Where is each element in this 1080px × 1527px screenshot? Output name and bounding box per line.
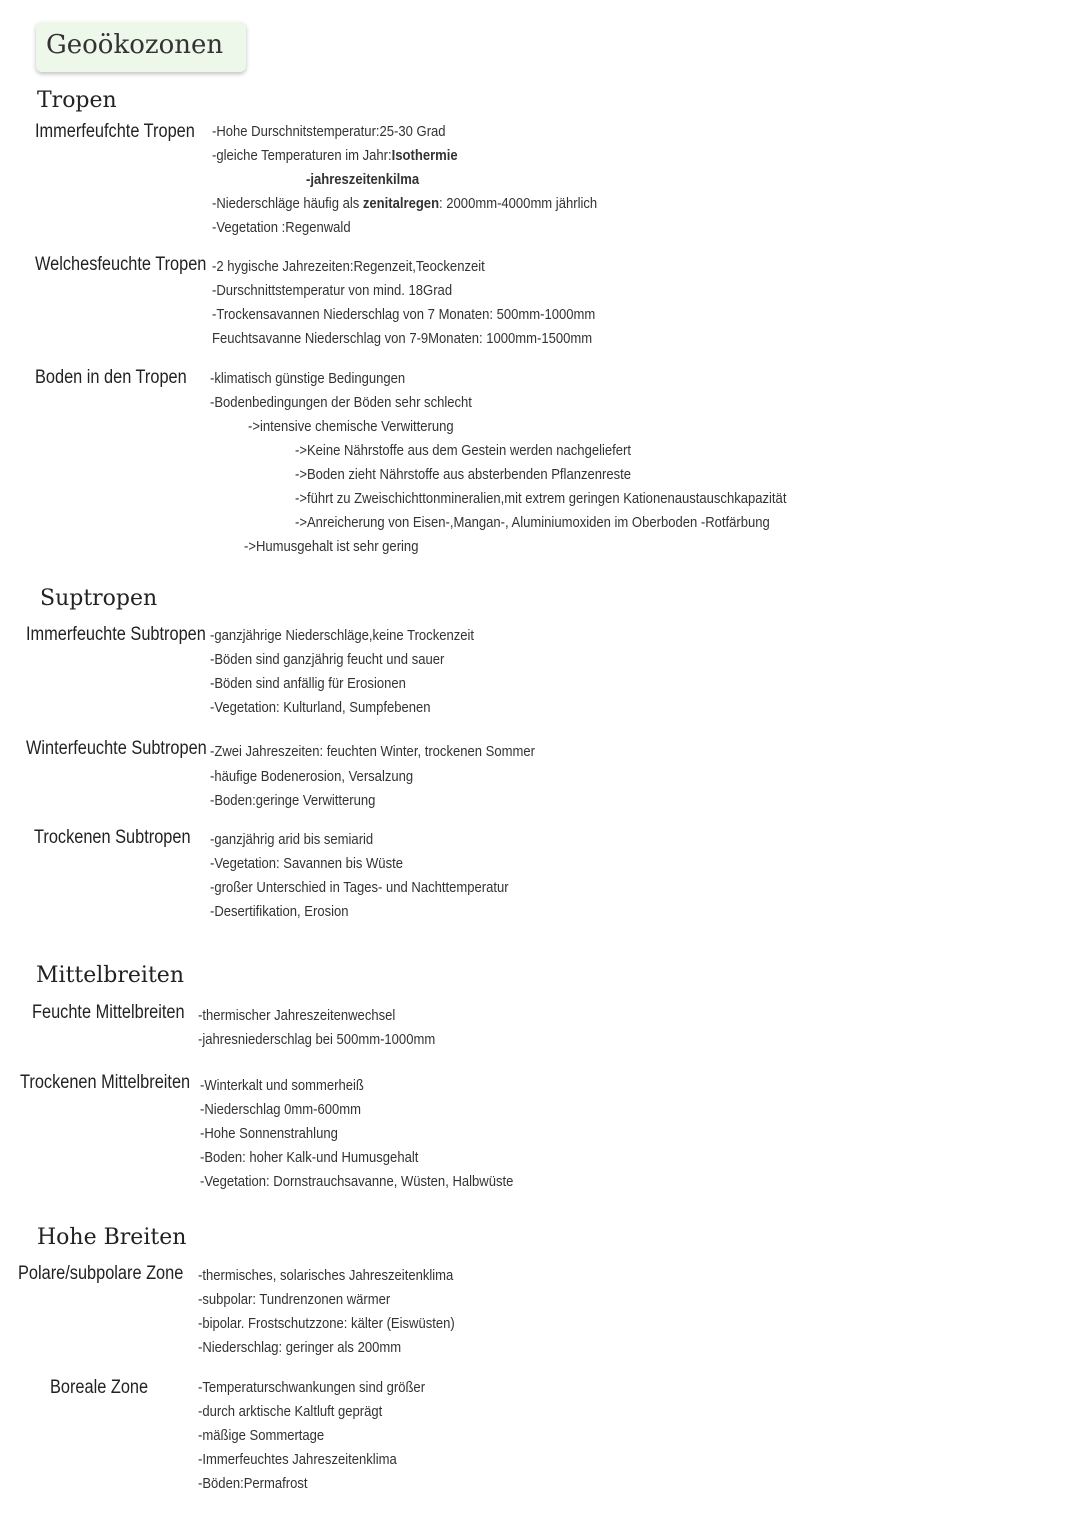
zone-line: -thermisches, solarisches Jahreszeitenklima bbox=[198, 1268, 454, 1284]
zone-line: -jahreszeitenkilma bbox=[306, 172, 420, 188]
zone-name-boden-tropen: Boden in den Tropen bbox=[35, 367, 187, 388]
zone-line: -Böden sind anfällig für Erosionen bbox=[210, 676, 406, 692]
zone-line: ->Boden zieht Nährstoffe aus absterbenden Pflanzenreste bbox=[295, 467, 632, 483]
zone-line: -Vegetation: Kulturland, Sumpfebenen bbox=[210, 700, 431, 716]
zone-line: -bipolar. Frostschutzzone: kälter (Eiswüsten) bbox=[198, 1316, 455, 1332]
zone-line: -Zwei Jahreszeiten: feuchten Winter, trockenen Sommer bbox=[210, 744, 535, 760]
zone-name-winterfeuchte-subtropen: Winterfeuchte Subtropen bbox=[26, 738, 207, 759]
zone-line: -Durschnittstemperatur von mind. 18Grad bbox=[212, 283, 453, 299]
zone-name-immerfeuchte-subtropen: Immerfeuchte Subtropen bbox=[26, 624, 206, 645]
zone-line: -Niederschläge häufig als zenitalregen: 2000mm-4000mm jährlich bbox=[212, 196, 598, 212]
section-heading-subtropen: Suptropen bbox=[40, 586, 158, 611]
zone-line: -Vegetation: Savannen bis Wüste bbox=[210, 856, 403, 872]
zone-line: -großer Unterschied in Tages- und Nachttemperatur bbox=[210, 880, 509, 896]
zone-line: -Böden sind ganzjährig feucht und sauer bbox=[210, 652, 445, 668]
title-box bbox=[36, 22, 246, 72]
zone-line: -ganzjährige Niederschläge,keine Trockenzeit bbox=[210, 628, 475, 644]
zone-line: -durch arktische Kaltluft geprägt bbox=[198, 1404, 383, 1420]
zone-line: ->führt zu Zweischichttonmineralien,mit extrem geringen Kationenaustauschkapazität bbox=[295, 491, 787, 507]
bold-term: zenitalregen bbox=[362, 196, 440, 212]
zone-line: -ganzjährig arid bis semiarid bbox=[210, 832, 374, 848]
zone-name-trockenen-subtropen: Trockenen Subtropen bbox=[34, 827, 191, 848]
zone-line: -Vegetation :Regenwald bbox=[212, 220, 351, 236]
zone-line: -Hohe Sonnenstrahlung bbox=[200, 1126, 338, 1142]
section-heading-mittelbreiten: Mittelbreiten bbox=[36, 963, 184, 988]
zone-line: -Niederschlag: geringer als 200mm bbox=[198, 1340, 402, 1356]
zone-line: -gleiche Temperaturen im Jahr:Isothermie bbox=[212, 148, 458, 164]
zone-line: -Boden: hoher Kalk-und Humusgehalt bbox=[200, 1150, 419, 1166]
zone-line: -Winterkalt und sommerheiß bbox=[200, 1078, 364, 1094]
section-heading-tropen: Tropen bbox=[37, 88, 117, 113]
zone-line: -jahresniederschlag bei 500mm-1000mm bbox=[198, 1032, 436, 1048]
zone-line: -Boden:geringe Verwitterung bbox=[210, 793, 376, 809]
zone-line: -subpolar: Tundrenzonen wärmer bbox=[198, 1292, 391, 1308]
zone-line: -Immerfeuchtes Jahreszeitenklima bbox=[198, 1452, 397, 1468]
zone-line: -Hohe Durschnitstemperatur:25-30 Grad bbox=[212, 124, 446, 140]
bold-term: Isothermie bbox=[391, 148, 458, 164]
page-title: Geoökozonen bbox=[46, 30, 224, 60]
zone-line: -mäßige Sommertage bbox=[198, 1428, 325, 1444]
zone-line: -Trockensavannen Niederschlag von 7 Monaten: 500mm-1000mm bbox=[212, 307, 596, 323]
zone-line: -Niederschlag 0mm-600mm bbox=[200, 1102, 362, 1118]
zone-line: -2 hygische Jahrezeiten:Regenzeit,Teockenzeit bbox=[212, 259, 485, 275]
zone-name-boreale-zone: Boreale Zone bbox=[50, 1377, 149, 1398]
zone-name-wechselfeuchte-tropen: Welchesfeuchte Tropen bbox=[35, 254, 207, 275]
zone-name-immerfeuchte-tropen: Immerfeufchte Tropen bbox=[35, 121, 195, 142]
zone-line: -klimatisch günstige Bedingungen bbox=[210, 371, 406, 387]
zone-line: ->Keine Nährstoffe aus dem Gestein werden nachgeliefert bbox=[295, 443, 631, 459]
zone-name-trockenen-mittelbreiten: Trockenen Mittelbreiten bbox=[20, 1072, 191, 1093]
zone-line: -häufige Bodenerosion, Versalzung bbox=[210, 769, 414, 785]
zone-line: -Temperaturschwankungen sind größer bbox=[198, 1380, 426, 1396]
zone-line: -Desertifikation, Erosion bbox=[210, 904, 349, 920]
zone-line: ->Humusgehalt ist sehr gering bbox=[244, 539, 419, 555]
zone-line: -Böden:Permafrost bbox=[198, 1476, 308, 1492]
zone-name-polare-subpolare: Polare/subpolare Zone bbox=[18, 1263, 184, 1284]
section-heading-hohe-breiten: Hohe Breiten bbox=[37, 1225, 187, 1250]
zone-line: ->intensive chemische Verwitterung bbox=[248, 419, 454, 435]
zone-line: -thermischer Jahreszeitenwechsel bbox=[198, 1008, 396, 1024]
zone-line: -Bodenbedingungen der Böden sehr schlecht bbox=[210, 395, 472, 411]
zone-line: Feuchtsavanne Niederschlag von 7-9Monaten: 1000mm-1500mm bbox=[212, 331, 593, 347]
zone-name-feuchte-mittelbreiten: Feuchte Mittelbreiten bbox=[32, 1002, 185, 1023]
zone-line: ->Anreicherung von Eisen-,Mangan-, Aluminiumoxiden im Oberboden -Rotfärbung bbox=[295, 515, 770, 531]
zone-line: -Vegetation: Dornstrauchsavanne, Wüsten, Halbwüste bbox=[200, 1174, 514, 1190]
